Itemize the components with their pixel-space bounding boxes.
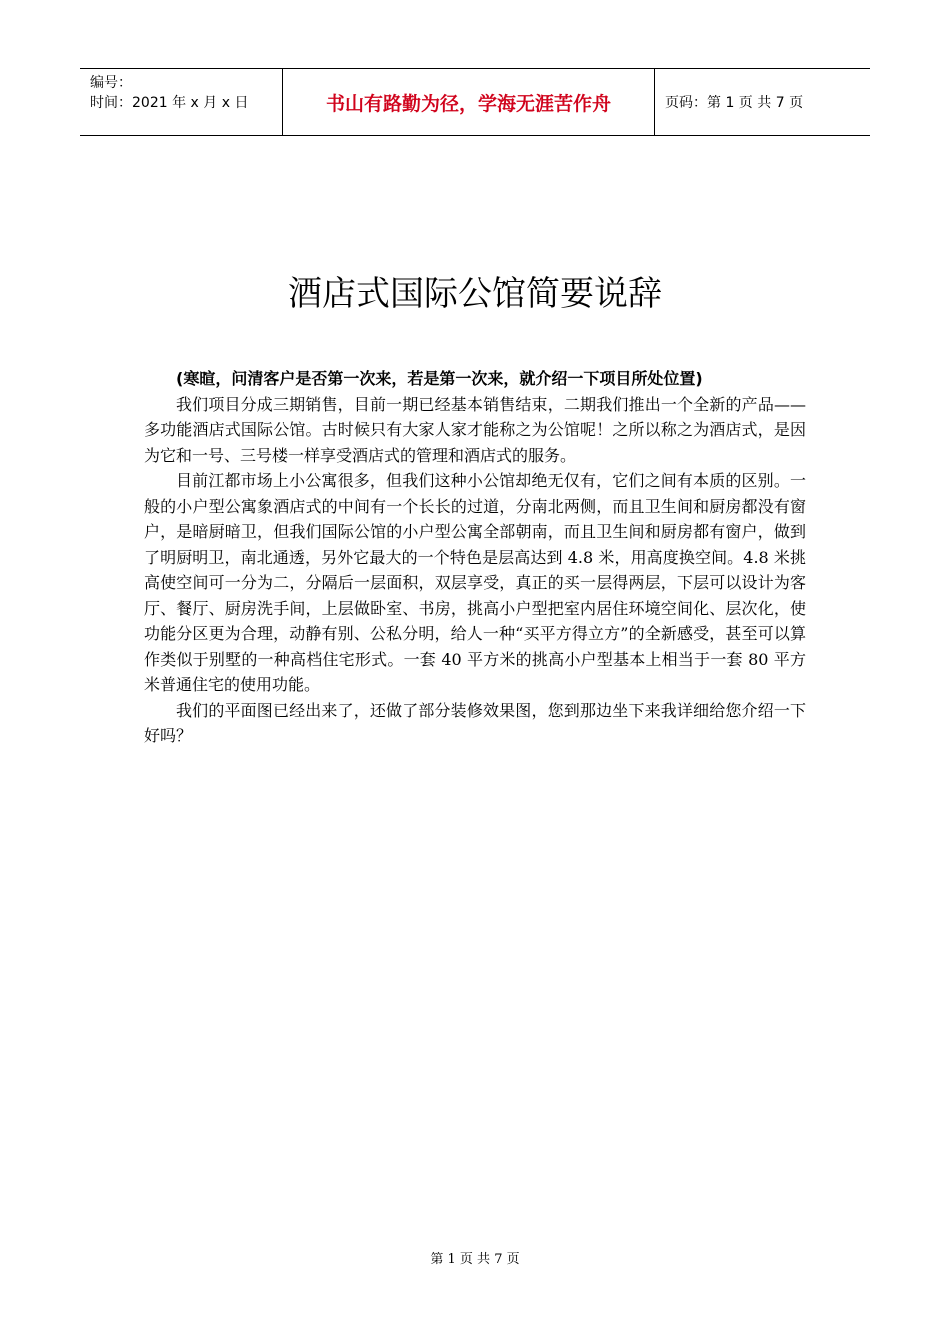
body-paragraph: 我们的平面图已经出来了，还做了部分装修效果图，您到那边坐下来我详细给您介绍一下好吗？ xyxy=(144,700,806,745)
page-footer: 第 1 页 共 7 页 xyxy=(430,1252,520,1267)
header-meta xyxy=(80,69,282,135)
body-paragraph: 我们项目分成三期销售，目前一期已经基本销售结束，二期我们推出一个全新的产品——多功能酒店式国际公馆。古时候只有大家人家才能称之为公馆呢！之所以称之为酒店式，是因为它和一号、三号楼一样享受酒店式的管理和酒店式的服务。 xyxy=(144,394,806,465)
header-motto: 书山有路勤为径，学海无涯苦作舟 xyxy=(282,69,655,135)
header-page-info: 页码：第 1 页 共 7 页 xyxy=(665,95,804,111)
body-paragraph: 目前江都市场上小公寓很多，但我们这种小公馆却绝无仅有，它们之间有本质的区别。一般的小户型公寓象酒店式的中间有一个长长的过道，分南北两侧，而且卫生间和厨房都没有窗户，是暗厨暗卫，但我们国际公馆的小户型公寓全部朝南，而且卫生间和厨房都有窗户，做到了明厨明卫，南北通透，另外它最大的一个特色是层高达到 4.8 米，用高度换空间。4.8 米挑高使空间可一分为二，分隔后一层面积，双层享受，真正的买一层得两层，下层可以设计为客厅、餐厅、厨房洗手间，上层做卧室、书房，挑高小户型把室内居住环境空间化、层次化，使功能分区更为合理，动静有别、公私分明，给人一种“买平方得立方”的全新感受，甚至可以算作类似于别墅的一种高档住宅形式。一套 40 平方米的挑高小户型基本上相当于一套 80 平方米普通住宅的使用功能。 xyxy=(144,471,806,694)
document-header xyxy=(80,68,870,136)
number-label: 编号： xyxy=(90,75,132,91)
intro-paragraph: (寒暄，问清客户是否第一次来，若是第一次来，就介绍一下项目所处位置) xyxy=(176,369,703,388)
document-body xyxy=(144,366,806,749)
date-label: 时间：2021 年 x 月 x 日 xyxy=(90,95,249,111)
document-title: 酒店式国际公馆简要说辞 xyxy=(288,274,662,314)
